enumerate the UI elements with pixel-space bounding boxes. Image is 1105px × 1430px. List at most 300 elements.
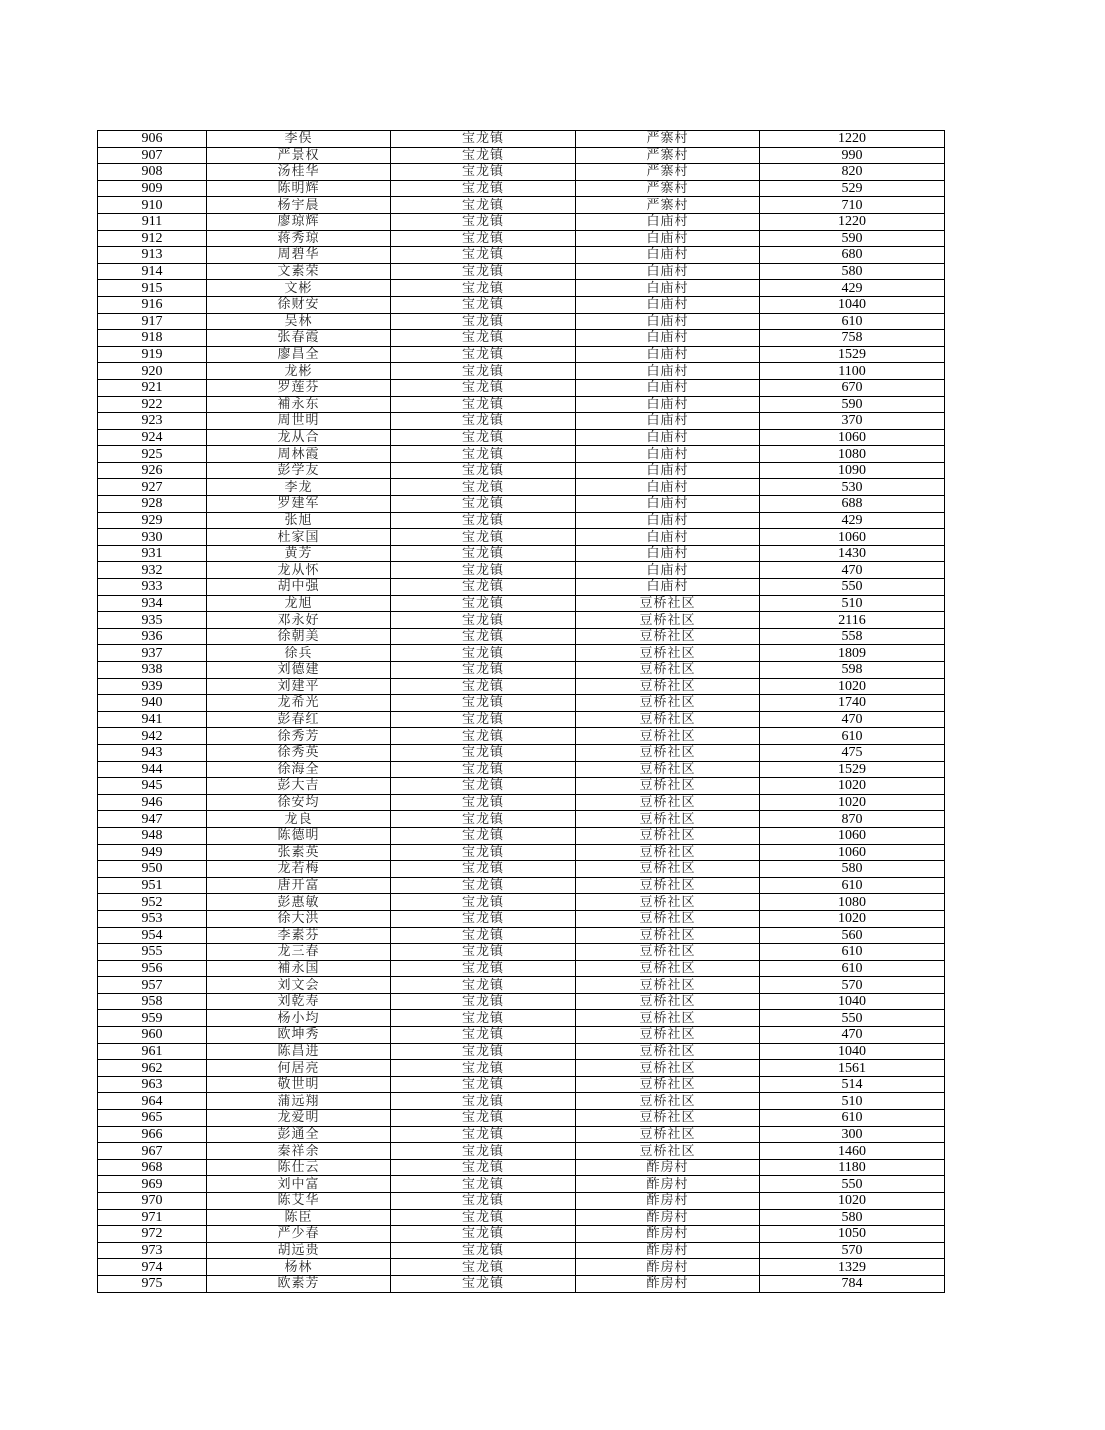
name-cell: 徐大洪	[207, 910, 391, 927]
village-cell: 豆桥社区	[576, 944, 760, 961]
table-row	[98, 1242, 945, 1259]
table-row	[98, 861, 945, 878]
name-cell: 唐开富	[207, 877, 391, 894]
table-row	[98, 695, 945, 712]
table-row	[98, 1209, 945, 1226]
town-cell: 宝龙镇	[391, 446, 576, 463]
amount-cell: 429	[760, 512, 945, 529]
name-cell: 刘乾寿	[207, 993, 391, 1010]
amount-cell: 560	[760, 927, 945, 944]
town-cell: 宝龙镇	[391, 1143, 576, 1160]
name-cell: 徐朝美	[207, 628, 391, 645]
amount-cell: 570	[760, 977, 945, 994]
town-cell: 宝龙镇	[391, 612, 576, 629]
table-row	[98, 346, 945, 363]
village-cell: 豆桥社区	[576, 595, 760, 612]
village-cell: 白庙村	[576, 446, 760, 463]
village-cell: 白庙村	[576, 213, 760, 230]
table-row	[98, 1060, 945, 1077]
village-cell: 豆桥社区	[576, 1143, 760, 1160]
town-cell: 宝龙镇	[391, 197, 576, 214]
village-cell: 白庙村	[576, 313, 760, 330]
row-number-cell: 921	[98, 379, 207, 396]
amount-cell: 1060	[760, 844, 945, 861]
name-cell: 陈昌进	[207, 1043, 391, 1060]
village-cell: 豆桥社区	[576, 711, 760, 728]
row-number-cell: 927	[98, 479, 207, 496]
village-cell: 豆桥社区	[576, 728, 760, 745]
village-cell: 豆桥社区	[576, 1093, 760, 1110]
table-row	[98, 180, 945, 197]
amount-cell: 1529	[760, 761, 945, 778]
amount-cell: 610	[760, 1110, 945, 1127]
row-number-cell: 940	[98, 695, 207, 712]
village-cell: 酢房村	[576, 1193, 760, 1210]
town-cell: 宝龙镇	[391, 894, 576, 911]
table-row	[98, 446, 945, 463]
table-row	[98, 230, 945, 247]
amount-cell: 1080	[760, 894, 945, 911]
village-cell: 严寨村	[576, 197, 760, 214]
row-number-cell: 914	[98, 263, 207, 280]
village-cell: 豆桥社区	[576, 612, 760, 629]
table-row	[98, 479, 945, 496]
table-row	[98, 1176, 945, 1193]
amount-cell: 688	[760, 496, 945, 513]
name-cell: 杨林	[207, 1259, 391, 1276]
amount-cell: 300	[760, 1126, 945, 1143]
row-number-cell: 912	[98, 230, 207, 247]
village-cell: 酢房村	[576, 1159, 760, 1176]
row-number-cell: 951	[98, 877, 207, 894]
table-row	[98, 1027, 945, 1044]
town-cell: 宝龙镇	[391, 512, 576, 529]
town-cell: 宝龙镇	[391, 827, 576, 844]
amount-cell: 1529	[760, 346, 945, 363]
village-cell: 白庙村	[576, 330, 760, 347]
village-cell: 豆桥社区	[576, 993, 760, 1010]
row-number-cell: 945	[98, 778, 207, 795]
amount-cell: 1080	[760, 446, 945, 463]
town-cell: 宝龙镇	[391, 944, 576, 961]
name-cell: 陈艾华	[207, 1193, 391, 1210]
village-cell: 豆桥社区	[576, 927, 760, 944]
village-cell: 豆桥社区	[576, 678, 760, 695]
table-row	[98, 844, 945, 861]
amount-cell: 550	[760, 579, 945, 596]
name-cell: 龙爱明	[207, 1110, 391, 1127]
amount-cell: 550	[760, 1010, 945, 1027]
name-cell: 陈仕云	[207, 1159, 391, 1176]
row-number-cell: 958	[98, 993, 207, 1010]
name-cell: 龙从合	[207, 429, 391, 446]
row-number-cell: 920	[98, 363, 207, 380]
village-cell: 严寨村	[576, 131, 760, 148]
name-cell: 陈明辉	[207, 180, 391, 197]
name-cell: 龙旭	[207, 595, 391, 612]
village-cell: 白庙村	[576, 479, 760, 496]
table-row	[98, 296, 945, 313]
row-number-cell: 949	[98, 844, 207, 861]
table-row	[98, 280, 945, 297]
table-row	[98, 894, 945, 911]
village-cell: 豆桥社区	[576, 861, 760, 878]
name-cell: 胡中强	[207, 579, 391, 596]
amount-cell: 610	[760, 728, 945, 745]
town-cell: 宝龙镇	[391, 744, 576, 761]
row-number-cell: 960	[98, 1027, 207, 1044]
town-cell: 宝龙镇	[391, 695, 576, 712]
name-cell: 胡远贵	[207, 1242, 391, 1259]
town-cell: 宝龙镇	[391, 977, 576, 994]
row-number-cell: 970	[98, 1193, 207, 1210]
row-number-cell: 971	[98, 1209, 207, 1226]
amount-cell: 510	[760, 595, 945, 612]
amount-cell: 680	[760, 247, 945, 264]
amount-cell: 610	[760, 877, 945, 894]
name-cell: 徐安均	[207, 794, 391, 811]
name-cell: 周世明	[207, 413, 391, 430]
row-number-cell: 938	[98, 662, 207, 679]
amount-cell: 990	[760, 147, 945, 164]
row-number-cell: 917	[98, 313, 207, 330]
amount-cell: 1809	[760, 645, 945, 662]
row-number-cell: 924	[98, 429, 207, 446]
amount-cell: 710	[760, 197, 945, 214]
row-number-cell: 907	[98, 147, 207, 164]
village-cell: 豆桥社区	[576, 960, 760, 977]
town-cell: 宝龙镇	[391, 1193, 576, 1210]
town-cell: 宝龙镇	[391, 1076, 576, 1093]
row-number-cell: 954	[98, 927, 207, 944]
village-cell: 白庙村	[576, 363, 760, 380]
name-cell: 龙从怀	[207, 562, 391, 579]
amount-cell: 370	[760, 413, 945, 430]
village-cell: 酢房村	[576, 1242, 760, 1259]
amount-cell: 1020	[760, 794, 945, 811]
name-cell: 敬世明	[207, 1076, 391, 1093]
name-cell: 杨小均	[207, 1010, 391, 1027]
village-cell: 豆桥社区	[576, 894, 760, 911]
name-cell: 严少春	[207, 1226, 391, 1243]
name-cell: 张素英	[207, 844, 391, 861]
row-number-cell: 942	[98, 728, 207, 745]
village-cell: 白庙村	[576, 413, 760, 430]
name-cell: 张旭	[207, 512, 391, 529]
amount-cell: 1180	[760, 1159, 945, 1176]
name-cell: 李素芬	[207, 927, 391, 944]
name-cell: 彭通全	[207, 1126, 391, 1143]
town-cell: 宝龙镇	[391, 363, 576, 380]
village-cell: 白庙村	[576, 496, 760, 513]
row-number-cell: 930	[98, 529, 207, 546]
name-cell: 蒲远翔	[207, 1093, 391, 1110]
town-cell: 宝龙镇	[391, 861, 576, 878]
town-cell: 宝龙镇	[391, 346, 576, 363]
village-cell: 豆桥社区	[576, 695, 760, 712]
row-number-cell: 972	[98, 1226, 207, 1243]
town-cell: 宝龙镇	[391, 1043, 576, 1060]
row-number-cell: 955	[98, 944, 207, 961]
town-cell: 宝龙镇	[391, 761, 576, 778]
name-cell: 黄芳	[207, 545, 391, 562]
village-cell: 白庙村	[576, 562, 760, 579]
village-cell: 豆桥社区	[576, 877, 760, 894]
town-cell: 宝龙镇	[391, 728, 576, 745]
town-cell: 宝龙镇	[391, 462, 576, 479]
amount-cell: 784	[760, 1275, 945, 1292]
name-cell: 廖琼辉	[207, 213, 391, 230]
village-cell: 酢房村	[576, 1176, 760, 1193]
table-row	[98, 1159, 945, 1176]
name-cell: 陈德明	[207, 827, 391, 844]
row-number-cell: 950	[98, 861, 207, 878]
village-cell: 白庙村	[576, 462, 760, 479]
table-row	[98, 562, 945, 579]
town-cell: 宝龙镇	[391, 844, 576, 861]
table-row	[98, 131, 945, 148]
table-row	[98, 595, 945, 612]
name-cell: 文素荣	[207, 263, 391, 280]
town-cell: 宝龙镇	[391, 296, 576, 313]
town-cell: 宝龙镇	[391, 711, 576, 728]
village-cell: 严寨村	[576, 164, 760, 181]
table-row	[98, 197, 945, 214]
name-cell: 刘建平	[207, 678, 391, 695]
town-cell: 宝龙镇	[391, 529, 576, 546]
amount-cell: 1020	[760, 678, 945, 695]
table-row	[98, 711, 945, 728]
village-cell: 白庙村	[576, 346, 760, 363]
amount-cell: 758	[760, 330, 945, 347]
name-cell: 龙彬	[207, 363, 391, 380]
table-row	[98, 944, 945, 961]
amount-cell: 429	[760, 280, 945, 297]
amount-cell: 580	[760, 1209, 945, 1226]
amount-cell: 820	[760, 164, 945, 181]
row-number-cell: 933	[98, 579, 207, 596]
town-cell: 宝龙镇	[391, 263, 576, 280]
village-cell: 白庙村	[576, 579, 760, 596]
amount-cell: 475	[760, 744, 945, 761]
row-number-cell: 944	[98, 761, 207, 778]
amount-cell: 590	[760, 230, 945, 247]
row-number-cell: 909	[98, 180, 207, 197]
table-row	[98, 247, 945, 264]
amount-cell: 1020	[760, 1193, 945, 1210]
name-cell: 邓永好	[207, 612, 391, 629]
town-cell: 宝龙镇	[391, 579, 576, 596]
table-row	[98, 761, 945, 778]
amount-cell: 1050	[760, 1226, 945, 1243]
amount-cell: 1740	[760, 695, 945, 712]
town-cell: 宝龙镇	[391, 927, 576, 944]
town-cell: 宝龙镇	[391, 479, 576, 496]
village-cell: 豆桥社区	[576, 910, 760, 927]
name-cell: 龙希光	[207, 695, 391, 712]
town-cell: 宝龙镇	[391, 678, 576, 695]
table-row	[98, 330, 945, 347]
name-cell: 龙三春	[207, 944, 391, 961]
amount-cell: 529	[760, 180, 945, 197]
town-cell: 宝龙镇	[391, 180, 576, 197]
name-cell: 秦祥余	[207, 1143, 391, 1160]
village-cell: 酢房村	[576, 1209, 760, 1226]
row-number-cell: 952	[98, 894, 207, 911]
town-cell: 宝龙镇	[391, 1027, 576, 1044]
town-cell: 宝龙镇	[391, 496, 576, 513]
table-row	[98, 1043, 945, 1060]
row-number-cell: 923	[98, 413, 207, 430]
village-cell: 豆桥社区	[576, 1010, 760, 1027]
amount-cell: 510	[760, 1093, 945, 1110]
row-number-cell: 925	[98, 446, 207, 463]
town-cell: 宝龙镇	[391, 960, 576, 977]
town-cell: 宝龙镇	[391, 662, 576, 679]
town-cell: 宝龙镇	[391, 280, 576, 297]
village-cell: 豆桥社区	[576, 1043, 760, 1060]
row-number-cell: 964	[98, 1093, 207, 1110]
table-row	[98, 164, 945, 181]
amount-cell: 470	[760, 711, 945, 728]
table-row	[98, 960, 945, 977]
amount-cell: 1040	[760, 1043, 945, 1060]
name-cell: 罗建军	[207, 496, 391, 513]
village-cell: 白庙村	[576, 545, 760, 562]
town-cell: 宝龙镇	[391, 213, 576, 230]
amount-cell: 2116	[760, 612, 945, 629]
town-cell: 宝龙镇	[391, 811, 576, 828]
amount-cell: 514	[760, 1076, 945, 1093]
amount-cell: 1040	[760, 296, 945, 313]
table-row	[98, 1110, 945, 1127]
row-number-cell: 918	[98, 330, 207, 347]
amount-cell: 470	[760, 562, 945, 579]
amount-cell: 610	[760, 944, 945, 961]
row-number-cell: 962	[98, 1060, 207, 1077]
table-row	[98, 545, 945, 562]
town-cell: 宝龙镇	[391, 1242, 576, 1259]
town-cell: 宝龙镇	[391, 313, 576, 330]
amount-cell: 610	[760, 960, 945, 977]
name-cell: 廖昌全	[207, 346, 391, 363]
village-cell: 白庙村	[576, 296, 760, 313]
town-cell: 宝龙镇	[391, 1176, 576, 1193]
name-cell: 蒋秀琼	[207, 230, 391, 247]
village-cell: 白庙村	[576, 230, 760, 247]
table-row	[98, 379, 945, 396]
table-row	[98, 628, 945, 645]
row-number-cell: 961	[98, 1043, 207, 1060]
row-number-cell: 943	[98, 744, 207, 761]
village-cell: 豆桥社区	[576, 811, 760, 828]
village-cell: 豆桥社区	[576, 1110, 760, 1127]
table-row	[98, 1126, 945, 1143]
amount-cell: 1060	[760, 529, 945, 546]
amount-cell: 1020	[760, 910, 945, 927]
row-number-cell: 968	[98, 1159, 207, 1176]
row-number-cell: 928	[98, 496, 207, 513]
amount-cell: 1460	[760, 1143, 945, 1160]
row-number-cell: 956	[98, 960, 207, 977]
row-number-cell: 936	[98, 628, 207, 645]
row-number-cell: 906	[98, 131, 207, 148]
town-cell: 宝龙镇	[391, 379, 576, 396]
table-row	[98, 313, 945, 330]
row-number-cell: 969	[98, 1176, 207, 1193]
row-number-cell: 926	[98, 462, 207, 479]
village-cell: 白庙村	[576, 512, 760, 529]
table-row	[98, 877, 945, 894]
village-cell: 酢房村	[576, 1275, 760, 1292]
name-cell: 徐兵	[207, 645, 391, 662]
town-cell: 宝龙镇	[391, 993, 576, 1010]
village-cell: 豆桥社区	[576, 628, 760, 645]
name-cell: 徐秀英	[207, 744, 391, 761]
town-cell: 宝龙镇	[391, 645, 576, 662]
row-number-cell: 947	[98, 811, 207, 828]
village-cell: 豆桥社区	[576, 827, 760, 844]
row-number-cell: 935	[98, 612, 207, 629]
row-number-cell: 959	[98, 1010, 207, 1027]
table-row	[98, 429, 945, 446]
village-cell: 豆桥社区	[576, 645, 760, 662]
name-cell: 周碧华	[207, 247, 391, 264]
amount-cell: 670	[760, 379, 945, 396]
town-cell: 宝龙镇	[391, 230, 576, 247]
name-cell: 杨宇晨	[207, 197, 391, 214]
amount-cell: 550	[760, 1176, 945, 1193]
name-cell: 龙若梅	[207, 861, 391, 878]
row-number-cell: 953	[98, 910, 207, 927]
amount-cell: 530	[760, 479, 945, 496]
town-cell: 宝龙镇	[391, 778, 576, 795]
row-number-cell: 929	[98, 512, 207, 529]
table-row	[98, 678, 945, 695]
amount-cell: 1060	[760, 429, 945, 446]
village-cell: 豆桥社区	[576, 761, 760, 778]
row-number-cell: 916	[98, 296, 207, 313]
row-number-cell: 934	[98, 595, 207, 612]
name-cell: 欧素芳	[207, 1275, 391, 1292]
town-cell: 宝龙镇	[391, 147, 576, 164]
village-cell: 酢房村	[576, 1259, 760, 1276]
table-row	[98, 645, 945, 662]
town-cell: 宝龙镇	[391, 1010, 576, 1027]
town-cell: 宝龙镇	[391, 562, 576, 579]
village-cell: 白庙村	[576, 263, 760, 280]
name-cell: 何居亮	[207, 1060, 391, 1077]
row-number-cell: 973	[98, 1242, 207, 1259]
name-cell: 陈臣	[207, 1209, 391, 1226]
row-number-cell: 965	[98, 1110, 207, 1127]
amount-cell: 1430	[760, 545, 945, 562]
table-row	[98, 147, 945, 164]
town-cell: 宝龙镇	[391, 396, 576, 413]
row-number-cell: 963	[98, 1076, 207, 1093]
town-cell: 宝龙镇	[391, 1226, 576, 1243]
table-row	[98, 1076, 945, 1093]
row-number-cell: 939	[98, 678, 207, 695]
name-cell: 欧坤秀	[207, 1027, 391, 1044]
table-row	[98, 1010, 945, 1027]
name-cell: 张春霞	[207, 330, 391, 347]
village-cell: 白庙村	[576, 247, 760, 264]
table-row	[98, 1193, 945, 1210]
amount-cell: 580	[760, 263, 945, 280]
amount-cell: 598	[760, 662, 945, 679]
name-cell: 文彬	[207, 280, 391, 297]
